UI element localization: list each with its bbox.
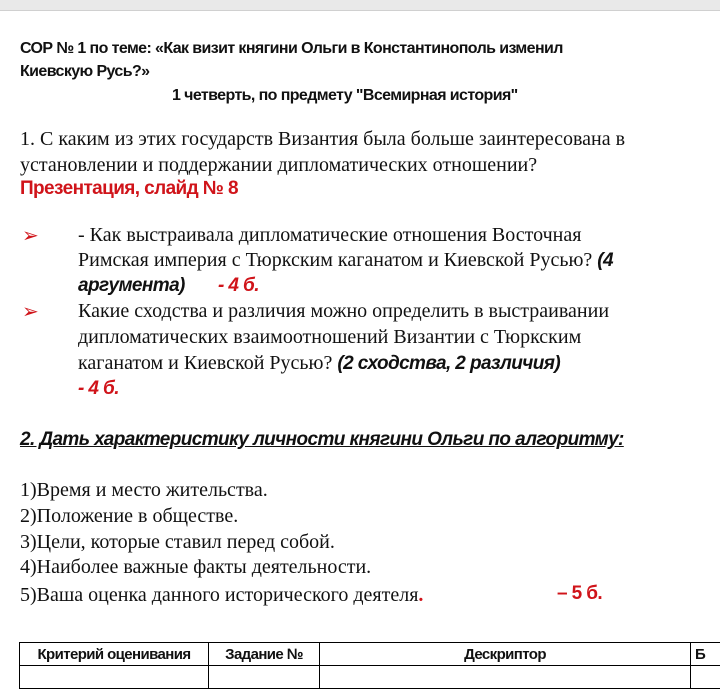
header-descriptor: Дескриптор bbox=[320, 643, 691, 666]
q2-item-1: 1)Время и место жительства. bbox=[20, 478, 268, 502]
bullet1-score: - 4 б. bbox=[218, 275, 259, 297]
q2-title: 2. Дать характеристику личности княгини Ольги по алгоритму: bbox=[20, 429, 624, 451]
bullet1-line-1: - Как выстраивала дипломатические отношения Восточная bbox=[78, 223, 581, 247]
arrow-bullet-icon: ➢ bbox=[22, 299, 39, 324]
arrow-bullet-icon: ➢ bbox=[22, 223, 39, 248]
header-line-1: СОР № 1 по теме: «Как визит княгини Ольги в Константинополь изменил bbox=[20, 40, 563, 58]
q1-line-2: установлении и поддержании дипломатических отношении? bbox=[20, 153, 537, 177]
bullet1-hint-b: аргумента) bbox=[78, 275, 185, 297]
q2-item-2: 2)Положение в обществе. bbox=[20, 504, 238, 528]
q1-line-1: 1. С каким из этих государств Византия была больше заинтересована в bbox=[20, 127, 625, 151]
presentation-reference: Презентация, слайд № 8 bbox=[20, 178, 238, 200]
header-line-2: Киевскую Русь?» bbox=[20, 63, 149, 81]
bullet2-line-3 bbox=[78, 351, 560, 376]
q2-item-5-text: 5)Ваша оценка данного исторического деятеля bbox=[20, 584, 418, 606]
q2-item-3: 3)Цели, которые ставил перед собой. bbox=[20, 530, 335, 554]
criteria-table bbox=[19, 642, 720, 689]
table-header-row bbox=[20, 643, 720, 666]
header-score: Б bbox=[691, 643, 720, 666]
header-task-number: Задание № bbox=[209, 643, 320, 666]
top-bar bbox=[0, 0, 720, 11]
header-criterion: Критерий оценивания bbox=[20, 643, 209, 666]
q2-item-5-dot: . bbox=[418, 584, 423, 606]
bullet2-line-1: Какие сходства и различия можно определить в выстраивании bbox=[78, 299, 609, 323]
bullet2-score: - 4 б. bbox=[78, 378, 119, 400]
bullet2-text: каганатом и Киевской Русью? bbox=[78, 352, 332, 374]
bullet1-text: Римская империя с Тюркским каганатом и Киевской Русью? bbox=[78, 249, 592, 271]
table-row bbox=[20, 666, 720, 689]
header-line-3: 1 четверть, по предмету "Всемирная история" bbox=[172, 87, 518, 105]
q2-item-5 bbox=[20, 583, 423, 607]
bullet2-line-2: дипломатических взаимоотношений Византии с Тюркским bbox=[78, 325, 581, 349]
bullet1-line-2 bbox=[78, 248, 613, 273]
bullet2-hint: (2 сходства, 2 различия) bbox=[337, 353, 560, 374]
q2-item-4: 4)Наиболее важные факты деятельности. bbox=[20, 555, 371, 579]
q2-score: – 5 б. bbox=[557, 583, 602, 605]
bullet1-hint-a: (4 bbox=[597, 250, 613, 271]
